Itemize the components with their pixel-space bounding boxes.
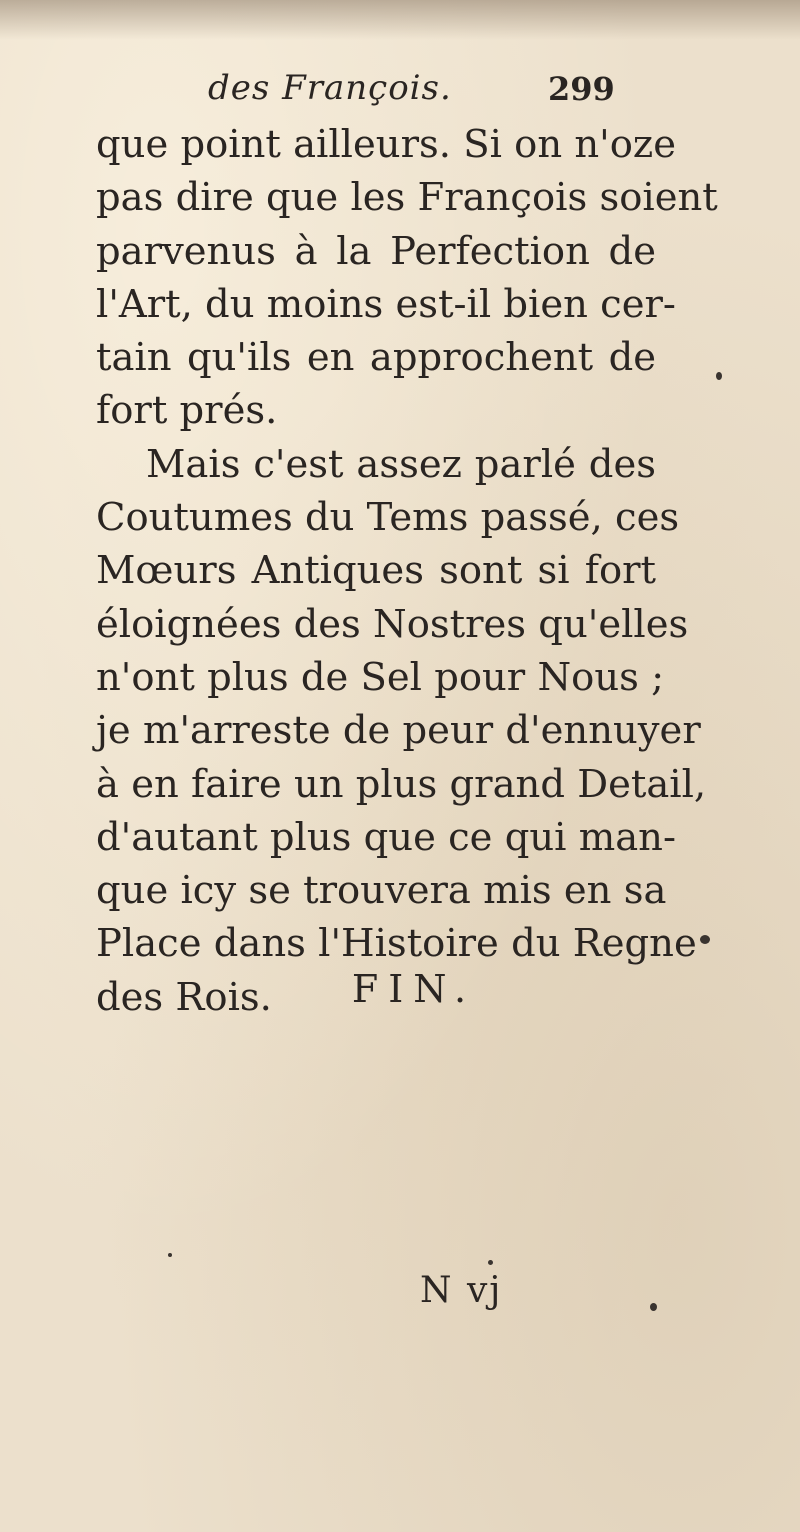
text-line: Place dans l'Histoire du Regne <box>96 921 697 967</box>
signature-mark: N vj <box>420 1270 503 1311</box>
text-line: parvenus à la Perfection de <box>96 228 656 274</box>
text-line: Coutumes du Tems passé, ces <box>96 495 680 541</box>
text-line: je m'arreste de peur d'ennuyer <box>96 708 701 754</box>
text-line: l'Art, du moins est-il bien cer- <box>96 281 676 327</box>
text-line: à en faire un plus grand Detail, <box>96 761 707 807</box>
ink-speck <box>168 1253 172 1257</box>
fin-marker: FIN. <box>351 967 477 1011</box>
ink-speck <box>488 1260 493 1265</box>
text-line: fort prés. <box>96 388 278 434</box>
running-head: des François. <box>208 68 452 108</box>
text-line: Mœurs Antiques sont si fort <box>96 548 656 594</box>
ink-speck <box>716 372 722 380</box>
page-number: 299 <box>548 70 615 108</box>
ink-speck <box>700 935 710 944</box>
ink-speck <box>650 1303 657 1311</box>
text-line: des Rois. <box>96 974 272 1020</box>
text-line: n'ont plus de Sel pour Nous ; <box>96 654 665 700</box>
text-line: que point ailleurs. Si on n'oze <box>96 122 676 167</box>
text-line: que icy se trouvera mis en sa <box>96 868 667 914</box>
text-line: éloignées des Nostres qu'elles <box>96 601 689 647</box>
text-line: d'autant plus que ce qui man- <box>96 814 676 860</box>
body-text <box>96 118 718 1024</box>
text-line: tain qu'ils en approchent de <box>96 335 656 381</box>
text-line: Mais c'est assez parlé des <box>146 441 656 487</box>
page-edge-shadow <box>0 0 800 40</box>
text-line: pas dire que les François soient <box>96 175 718 221</box>
